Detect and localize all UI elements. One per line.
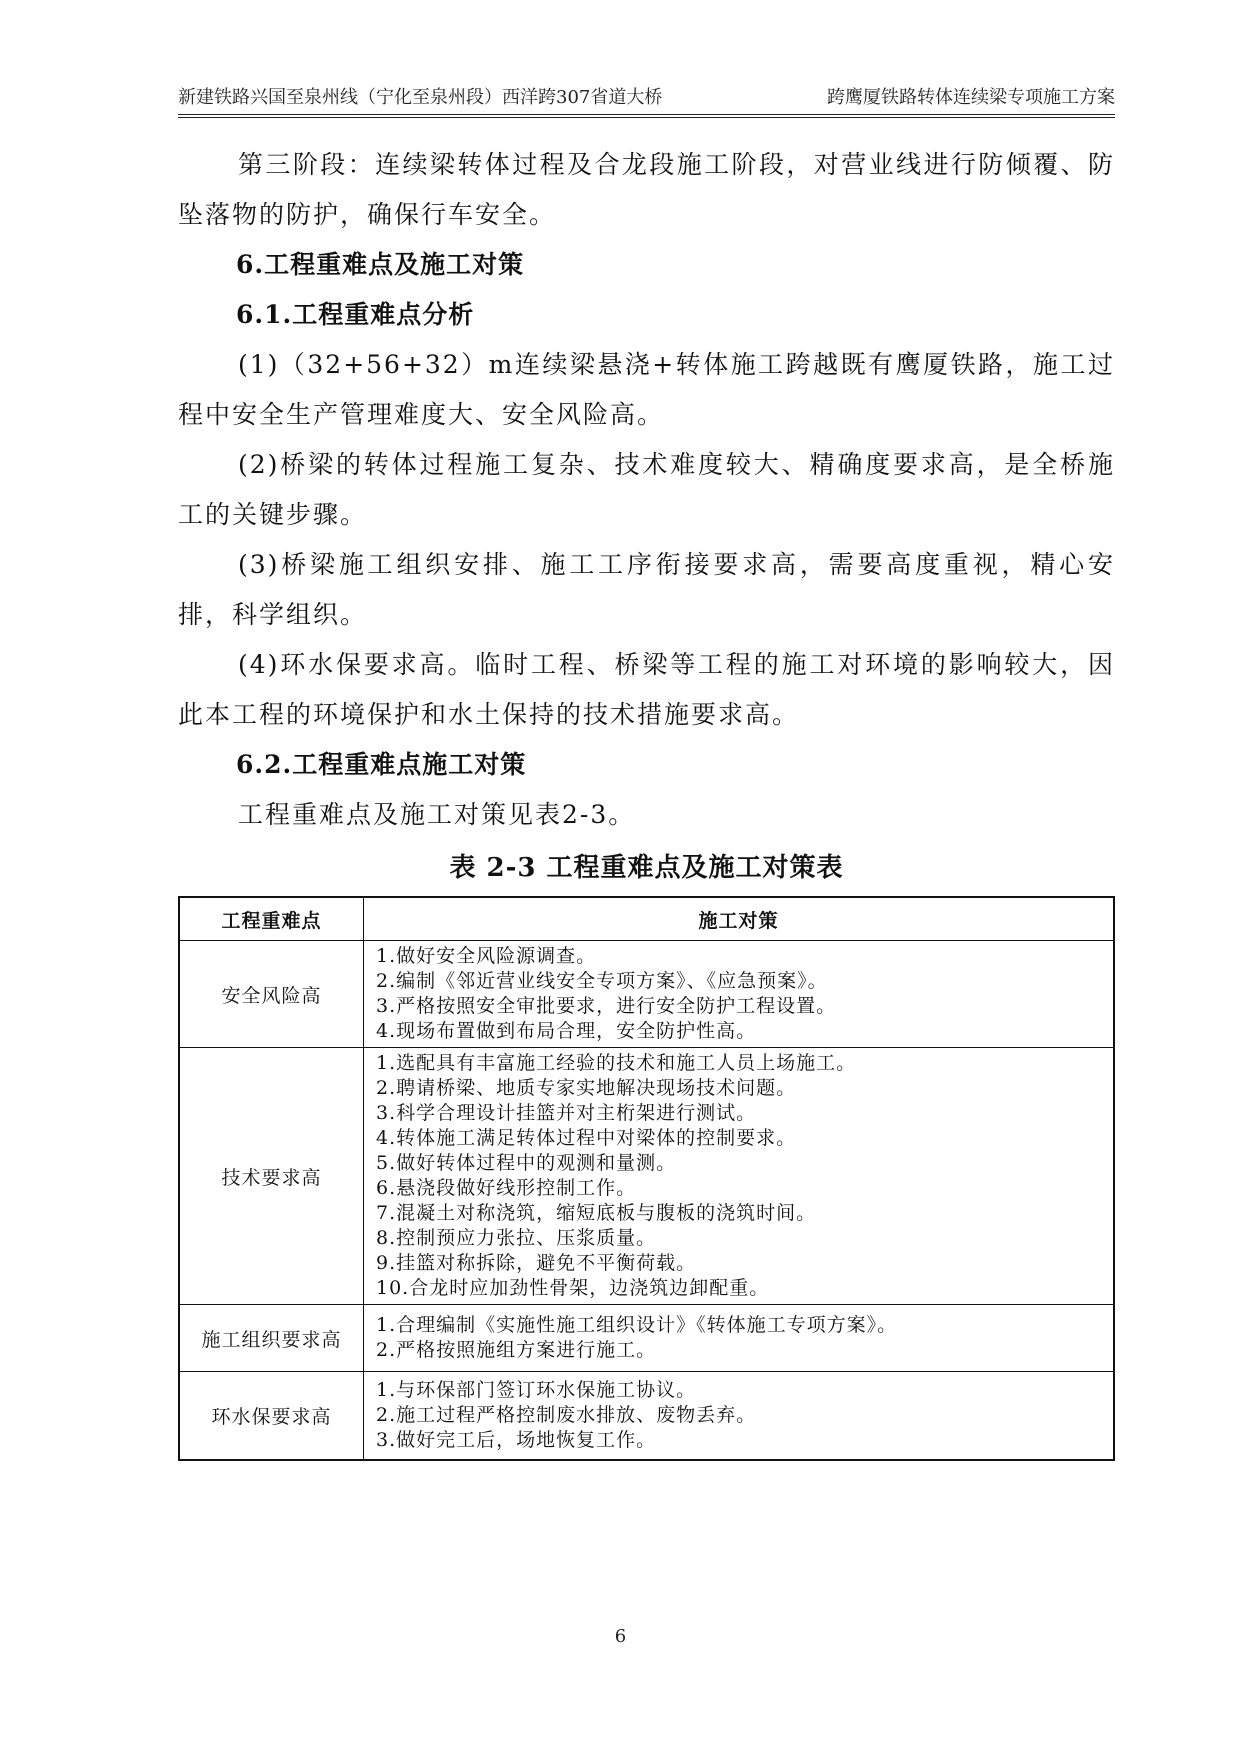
column-header-measures: 施工对策 [364, 897, 1115, 941]
page-header [178, 86, 1115, 114]
measure-item: 1.选配具有丰富施工经验的技术和施工人员上场施工。 [376, 1052, 857, 1074]
table-header-row [179, 897, 1114, 941]
difficulty-item-1: (1)（32+56+32）m连续梁悬浇+转体施工跨越既有鹰厦铁路，施工过程中安全生产管理难度大、安全风险高。 [178, 350, 1115, 429]
measures-cell [364, 1305, 1115, 1372]
difficulty-cell: 环水保要求高 [179, 1372, 364, 1461]
measure-item: 3.科学合理设计挂篮并对主桁架进行测试。 [376, 1102, 757, 1124]
measure-item: 6.悬浇段做好线形控制工作。 [376, 1177, 637, 1199]
measure-item: 2.聘请桥梁、地质专家实地解决现场技术问题。 [376, 1077, 797, 1099]
section-heading-6-1: 6.1.工程重难点分析 [236, 300, 475, 329]
measure-item: 7.混凝土对称浇筑，缩短底板与腹板的浇筑时间。 [376, 1202, 817, 1224]
difficulty-cell: 安全风险高 [179, 941, 364, 1048]
document-body [178, 140, 1115, 894]
column-header-difficulty: 工程重难点 [179, 897, 364, 941]
page-number: 6 [614, 1626, 627, 1647]
difficulty-cell: 技术要求高 [179, 1048, 364, 1305]
measure-item: 2.严格按照施组方案进行施工。 [376, 1339, 657, 1361]
paragraph-stage-three: 第三阶段：连续梁转体过程及合龙段施工阶段，对营业线进行防倾覆、防坠落物的防护，确保行车安全。 [178, 150, 1115, 229]
difficulty-item-3: (3)桥梁施工组织安排、施工工序衔接要求高，需要高度重视，精心安排，科学组织。 [178, 550, 1115, 629]
measure-item: 4.现场布置做到布局合理，安全防护性高。 [376, 1020, 757, 1042]
header-rule [178, 114, 1115, 118]
difficulty-item-2: (2)桥梁的转体过程施工复杂、技术难度较大、精确度要求高，是全桥施工的关键步骤。 [178, 450, 1115, 529]
measure-item: 8.控制预应力张拉、压浆质量。 [376, 1227, 657, 1249]
measure-item: 3.严格按照安全审批要求，进行安全防护工程设置。 [376, 995, 837, 1017]
measure-item: 3.做好完工后，场地恢复工作。 [376, 1429, 657, 1451]
measure-item: 5.做好转体过程中的观测和量测。 [376, 1152, 677, 1174]
measures-cell [364, 1372, 1115, 1461]
table-row [179, 1048, 1114, 1305]
table-row [179, 941, 1114, 1048]
measure-item: 2.施工过程严格控制废水排放、废物丢弃。 [376, 1404, 757, 1426]
table-caption: 表 2-3 工程重难点及施工对策表 [449, 853, 844, 883]
measures-table [178, 896, 1115, 1461]
table-row [179, 1372, 1114, 1461]
difficulty-cell: 施工组织要求高 [179, 1305, 364, 1372]
measure-item: 9.挂篮对称拆除，避免不平衡荷载。 [376, 1252, 697, 1274]
section-heading-6-2: 6.2.工程重难点施工对策 [236, 750, 527, 779]
measure-item: 1.合理编制《实施性施工组织设计》《转体施工专项方案》。 [376, 1314, 898, 1336]
difficulty-item-4: (4)环水保要求高。临时工程、桥梁等工程的施工对环境的影响较大，因此本工程的环境保护和水土保持的技术措施要求高。 [178, 650, 1115, 729]
header-project-title: 新建铁路兴国至泉州线（宁化至泉州段）西洋跨307省道大桥 [178, 87, 663, 108]
measures-cell [364, 941, 1115, 1048]
measure-item: 2.编制《邻近营业线安全专项方案》、《应急预案》。 [376, 970, 828, 992]
measure-item: 1.做好安全风险源调查。 [376, 945, 597, 967]
measure-item: 1.与环保部门签订环水保施工协议。 [376, 1379, 697, 1401]
section-heading-6: 6.工程重难点及施工对策 [236, 250, 525, 279]
table-reference-paragraph: 工程重难点及施工对策见表2-3。 [238, 800, 636, 829]
measure-item: 4.转体施工满足转体过程中对梁体的控制要求。 [376, 1127, 797, 1149]
table-row [179, 1305, 1114, 1372]
measures-cell [364, 1048, 1115, 1305]
header-document-title: 跨鹰厦铁路转体连续梁专项施工方案 [827, 87, 1115, 108]
measure-item: 10.合龙时应加劲性骨架，边浇筑边卸配重。 [376, 1277, 770, 1299]
